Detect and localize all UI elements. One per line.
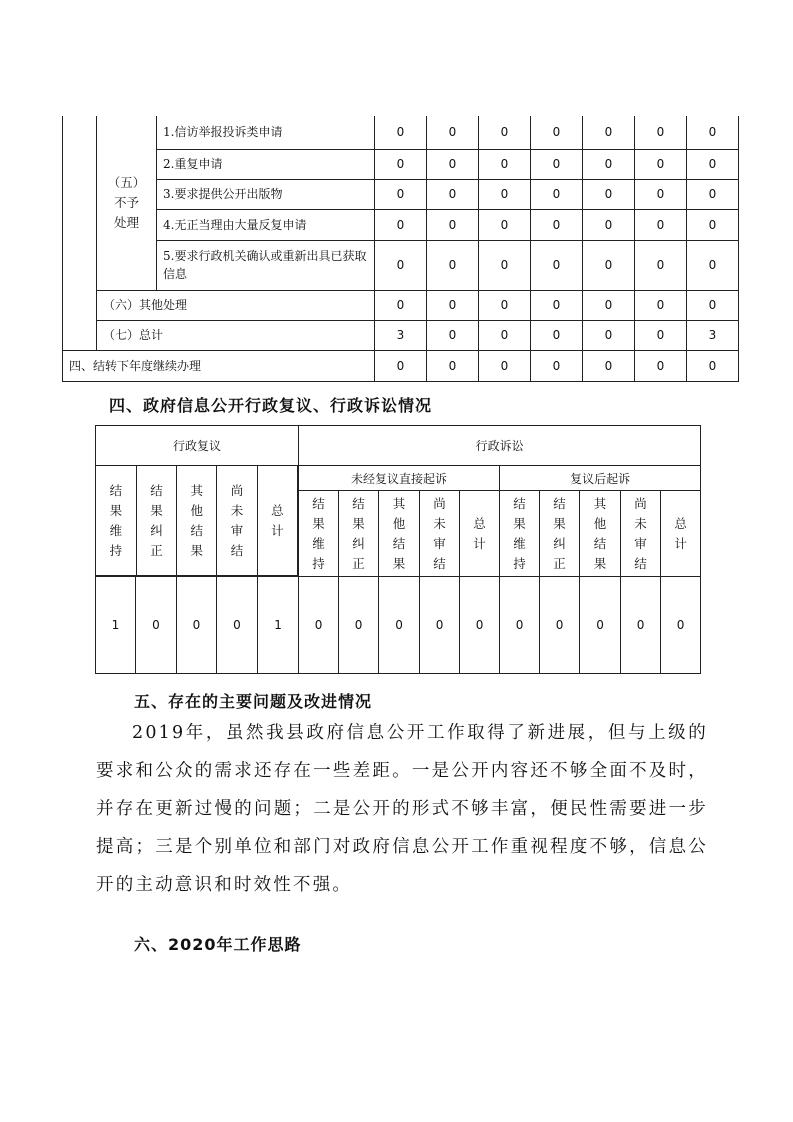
review-litigation-table (95, 425, 701, 674)
value-cell: 0 (136, 577, 177, 674)
value-cell: 0 (479, 320, 531, 350)
litigation-column-header: 总 计 (460, 491, 500, 577)
table-row (63, 116, 739, 149)
value-cell: 0 (531, 116, 583, 149)
value-cell: 0 (635, 240, 687, 290)
value-cell: 0 (427, 179, 479, 209)
value-cell: 0 (583, 240, 635, 290)
litigation-column-header: 总 计 (661, 491, 701, 577)
value-cell: 0 (583, 179, 635, 209)
litigation-column-header: 尚 未 审 结 (621, 491, 661, 577)
value-cell: 0 (375, 240, 427, 290)
value-cell: 0 (420, 577, 460, 674)
litigation-column-header: 结 果 纠 正 (339, 491, 379, 577)
review-column-header: 结 果 纠 正 (136, 466, 176, 576)
value-cell: 0 (635, 149, 687, 179)
value-cell: 0 (635, 290, 687, 320)
value-cell: 1 (96, 577, 136, 674)
value-cell: 0 (583, 350, 635, 381)
row-label: 2.重复申请 (157, 149, 375, 179)
value-cell: 0 (635, 116, 687, 149)
row-label: （六）其他处理 (97, 290, 375, 320)
litigation-column-header: 其 他 结 果 (580, 491, 621, 577)
value-cell: 0 (500, 577, 540, 674)
table-row (63, 149, 739, 179)
value-cell: 0 (427, 290, 479, 320)
value-cell: 0 (687, 350, 739, 381)
value-cell: 0 (479, 149, 531, 179)
value-cell: 0 (687, 116, 739, 149)
table-row (63, 320, 739, 350)
litigation-column-header: 尚 未 审 结 (420, 491, 460, 577)
value-cell: 0 (427, 116, 479, 149)
value-cell: 0 (580, 577, 621, 674)
table-row (63, 209, 739, 240)
admin-litigation-header: 行政诉讼 (299, 426, 701, 466)
value-cell: 0 (531, 240, 583, 290)
value-cell: 0 (339, 577, 379, 674)
value-cell: 0 (583, 320, 635, 350)
value-cell: 0 (531, 320, 583, 350)
value-cell: 0 (375, 290, 427, 320)
value-cell: 0 (583, 290, 635, 320)
value-cell: 0 (479, 240, 531, 290)
value-cell: 0 (479, 290, 531, 320)
value-cell: 0 (687, 290, 739, 320)
section-4-title: 四、政府信息公开行政复议、行政诉讼情况 (109, 396, 433, 415)
value-cell: 0 (621, 577, 661, 674)
value-cell: 0 (375, 350, 427, 381)
row-label: 3.要求提供公开出版物 (157, 179, 375, 209)
value-cell: 0 (379, 577, 420, 674)
review-column-header: 其 他 结 果 (177, 466, 217, 576)
value-cell: 0 (479, 179, 531, 209)
value-cell: 0 (661, 577, 701, 674)
section-6-title: 六、2020年工作思路 (134, 935, 302, 954)
value-cell: 0 (583, 209, 635, 240)
value-cell: 0 (427, 149, 479, 179)
value-cell: 0 (635, 320, 687, 350)
value-cell: 0 (479, 209, 531, 240)
section-5-title: 五、存在的主要问题及改进情况 (134, 692, 373, 711)
review-column-header: 总 计 (257, 466, 297, 576)
carry-over-label: 四、结转下年度继续办理 (63, 350, 375, 381)
value-cell: 1 (258, 577, 299, 674)
value-cell: 0 (635, 350, 687, 381)
value-cell: 0 (375, 179, 427, 209)
value-cell: 0 (375, 149, 427, 179)
litigation-column-header: 结 果 纠 正 (540, 491, 580, 577)
table-row (63, 350, 739, 381)
value-cell: 0 (531, 149, 583, 179)
value-cell: 0 (479, 116, 531, 149)
litigation-column-header: 结 果 维 持 (299, 491, 339, 577)
value-cell: 0 (375, 209, 427, 240)
row-label: 1.信访举报投诉类申请 (157, 116, 375, 149)
value-cell: 0 (635, 179, 687, 209)
after-review-suit-header: 复议后起诉 (500, 466, 701, 491)
value-cell: 0 (583, 149, 635, 179)
litigation-column-header: 结 果 维 持 (500, 491, 540, 577)
value-cell: 3 (375, 320, 427, 350)
value-cell: 0 (531, 179, 583, 209)
disposal-table (62, 116, 739, 382)
value-cell: 0 (460, 577, 500, 674)
value-cell: 0 (479, 350, 531, 381)
table-row (63, 179, 739, 209)
row-label: 4.无正当理由大量反复申请 (157, 209, 375, 240)
table-row (63, 240, 739, 290)
value-cell: 0 (177, 577, 217, 674)
review-column-header: 结 果 维 持 (96, 466, 136, 576)
row-label: 5.要求行政机关确认或重新出具已获取信息 (157, 240, 375, 290)
value-cell: 0 (687, 240, 739, 290)
group-5-label: （五） 不予 处理 (97, 116, 157, 290)
table-row (63, 290, 739, 320)
review-column-header: 尚 未 审 结 (217, 466, 257, 576)
admin-review-header: 行政复议 (96, 426, 299, 466)
value-cell: 0 (427, 320, 479, 350)
litigation-column-header: 其 他 结 果 (379, 491, 420, 577)
value-cell: 0 (375, 116, 427, 149)
value-cell: 0 (217, 577, 258, 674)
value-cell: 0 (531, 290, 583, 320)
value-cell: 0 (531, 350, 583, 381)
outer-group-cell (63, 116, 97, 350)
value-cell: 3 (687, 320, 739, 350)
value-cell: 0 (687, 179, 739, 209)
value-cell: 0 (427, 209, 479, 240)
value-cell: 0 (635, 209, 687, 240)
value-cell: 0 (540, 577, 580, 674)
direct-suit-header: 未经复议直接起诉 (299, 466, 500, 491)
value-cell: 0 (427, 240, 479, 290)
value-cell: 0 (531, 209, 583, 240)
value-cell: 0 (687, 149, 739, 179)
value-cell: 0 (583, 116, 635, 149)
row-label: （七）总计 (97, 320, 375, 350)
value-cell: 0 (687, 209, 739, 240)
value-cell: 0 (427, 350, 479, 381)
value-cell: 0 (299, 577, 339, 674)
section-5-paragraph: 2019年，虽然我县政府信息公开工作取得了新进展，但与上级的要求和公众的需求还存在一些差距。一是公开内容还不够全面不及时，并存在更新过慢的问题；二是公开的形式不够丰富，便民性需要进一步提高；三是个别单位和部门对政府信息公开工作重视程度不够，信息公开的主动意识和时效性不强。 (96, 723, 708, 895)
